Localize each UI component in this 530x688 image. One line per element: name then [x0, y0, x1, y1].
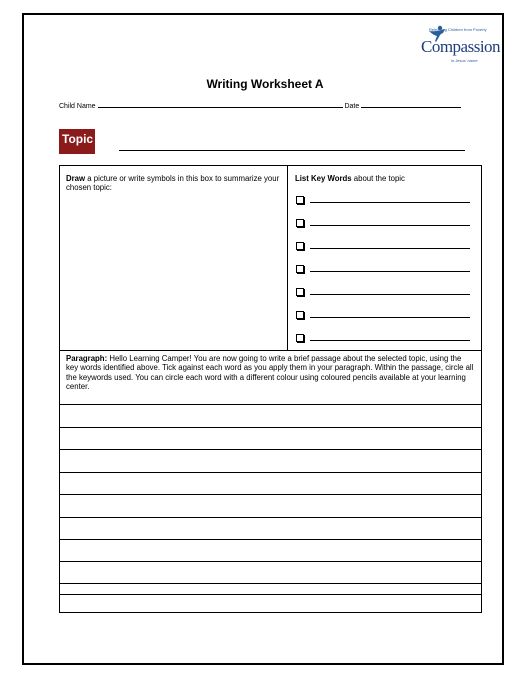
keyword-row[interactable] [296, 219, 471, 231]
keyword-field[interactable] [310, 202, 470, 203]
keyword-checkbox[interactable] [296, 311, 304, 319]
keyword-row[interactable] [296, 334, 471, 346]
paragraph-instructions [60, 351, 481, 395]
keyword-row[interactable] [296, 288, 471, 300]
keywords-box [288, 166, 481, 351]
keyword-field[interactable] [310, 317, 470, 318]
keyword-row[interactable] [296, 196, 471, 208]
writing-line[interactable] [60, 427, 481, 428]
page-title: Writing Worksheet A [206, 77, 324, 91]
keyword-field[interactable] [310, 225, 470, 226]
writing-line[interactable] [60, 472, 481, 473]
logo-subtitle: in Jesus' name [451, 58, 478, 63]
keyword-checkbox[interactable] [296, 265, 304, 273]
date-label: Date [344, 103, 360, 110]
paragraph-text: Hello Learning Camper! You are now going to write a brief passage about the selected topic, using the key words identified above. Tick against each word as you apply them in your paragraph. Within the passage, circle all the keywords used. You can circle each word with a different colour using coloured pencils available at your learning center. [66, 354, 474, 392]
writing-line[interactable] [60, 517, 481, 518]
writing-line[interactable] [60, 494, 481, 495]
writing-line[interactable] [60, 449, 481, 450]
name-date-row [59, 100, 461, 110]
topic-label: Topic [59, 129, 95, 154]
keyword-field[interactable] [310, 248, 470, 249]
keyword-checkbox[interactable] [296, 242, 304, 250]
writing-line[interactable] [60, 594, 481, 595]
worksheet-grid [59, 165, 482, 613]
logo-brand: Compassion [421, 37, 501, 56]
keyword-row[interactable] [296, 265, 471, 277]
keyword-row[interactable] [296, 242, 471, 254]
keyword-checkbox[interactable] [296, 288, 304, 296]
draw-bold: Draw [66, 174, 86, 183]
writing-line[interactable] [60, 404, 481, 405]
keyword-field[interactable] [310, 271, 470, 272]
keyword-checkbox[interactable] [296, 219, 304, 227]
keyword-row[interactable] [296, 311, 471, 323]
keyword-checkbox[interactable] [296, 196, 304, 204]
writing-line[interactable] [60, 539, 481, 540]
writing-line[interactable] [60, 583, 481, 584]
draw-box[interactable] [60, 166, 288, 351]
logo-tagline: Releasing Children from Poverty [429, 27, 487, 32]
keywords-bold: List Key Words [295, 174, 352, 183]
writing-line[interactable] [60, 561, 481, 562]
compassion-logo [415, 25, 501, 70]
topic-field[interactable] [119, 150, 465, 151]
draw-instructions: a picture or write symbols in this box to summarize your chosen topic: [66, 174, 280, 192]
keyword-field[interactable] [310, 340, 470, 341]
child-name-field[interactable] [98, 100, 343, 108]
keywords-instructions: about the topic [351, 174, 405, 183]
date-field[interactable] [361, 100, 461, 108]
child-name-label: Child Name [59, 103, 96, 110]
paragraph-bold: Paragraph: [66, 354, 108, 363]
keyword-checkbox[interactable] [296, 334, 304, 342]
keyword-field[interactable] [310, 294, 470, 295]
